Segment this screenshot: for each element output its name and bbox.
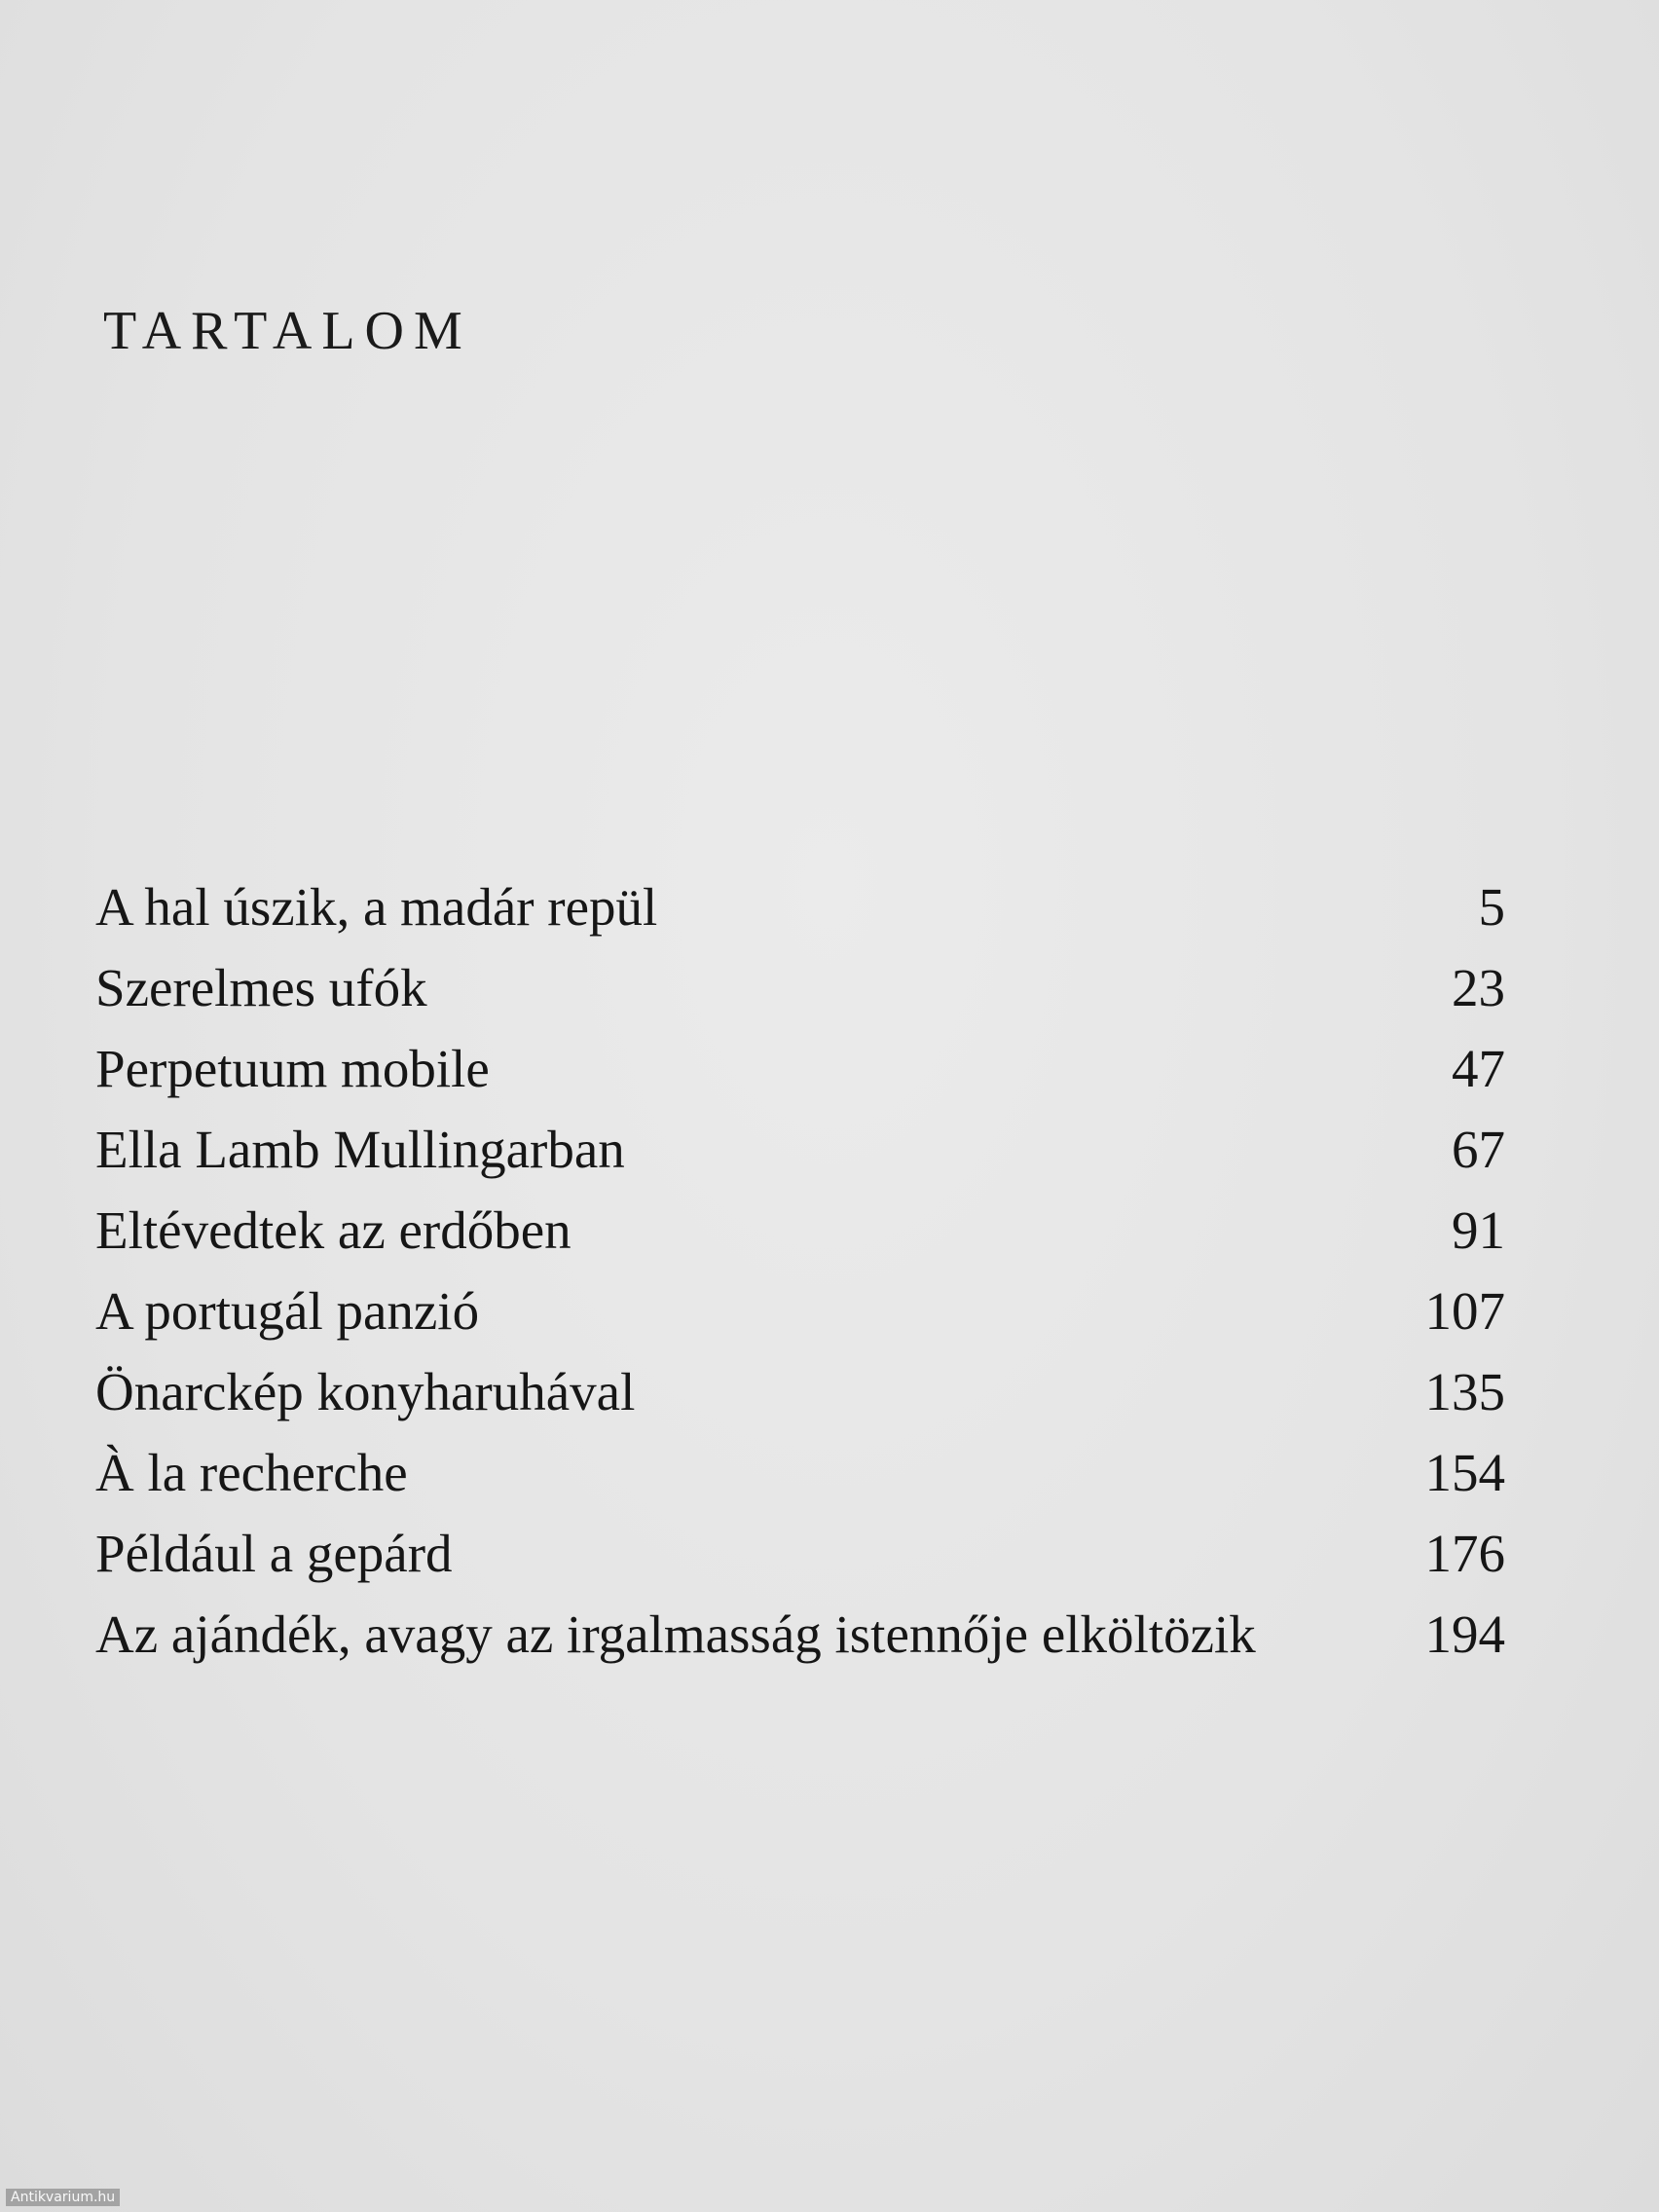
watermark: Antikvarium.hu: [6, 2189, 120, 2206]
toc-entry-title: Például a gepárd: [95, 1524, 453, 1583]
toc-entry: [95, 1190, 1505, 1271]
toc-entry-page: 5: [1478, 877, 1505, 937]
toc-entry: [95, 947, 1505, 1028]
toc-entry: [95, 1432, 1505, 1513]
toc-entry: [95, 1028, 1505, 1109]
toc-entry-title: Az ajándék, avagy az irgalmasság istennője elköltözik: [95, 1604, 1256, 1664]
toc-entry-page: 107: [1424, 1281, 1505, 1341]
toc-entry-title: À la recherche: [95, 1443, 408, 1502]
toc-entry-title: Ella Lamb Mullingarban: [95, 1120, 625, 1179]
toc-entry-title: A portugál panzió: [95, 1281, 480, 1341]
toc-entry-title: A hal úszik, a madár repül: [95, 877, 658, 937]
toc-entry: [95, 1271, 1505, 1351]
toc-entry: [95, 866, 1505, 947]
table-of-contents: [95, 866, 1505, 1675]
page-title: TARTALOM: [103, 301, 472, 361]
toc-entry-page: 67: [1452, 1120, 1505, 1179]
toc-entry-page: 47: [1452, 1039, 1505, 1098]
toc-entry-page: 154: [1424, 1443, 1505, 1502]
toc-entry-title: Eltévedtek az erdőben: [95, 1200, 571, 1260]
toc-entry-page: 194: [1424, 1604, 1505, 1664]
toc-entry-title: Perpetuum mobile: [95, 1039, 490, 1098]
toc-entry-page: 176: [1424, 1524, 1505, 1583]
toc-entry-page: 23: [1452, 958, 1505, 1017]
toc-entry-page: 91: [1452, 1200, 1505, 1260]
toc-entry: [95, 1109, 1505, 1190]
toc-entry-title: Önarckép konyharuhával: [95, 1362, 636, 1421]
toc-entry-title: Szerelmes ufók: [95, 958, 427, 1017]
toc-entry: [95, 1513, 1505, 1594]
toc-entry-page: 135: [1424, 1362, 1505, 1421]
toc-entry: [95, 1351, 1505, 1432]
toc-entry: [95, 1594, 1505, 1675]
